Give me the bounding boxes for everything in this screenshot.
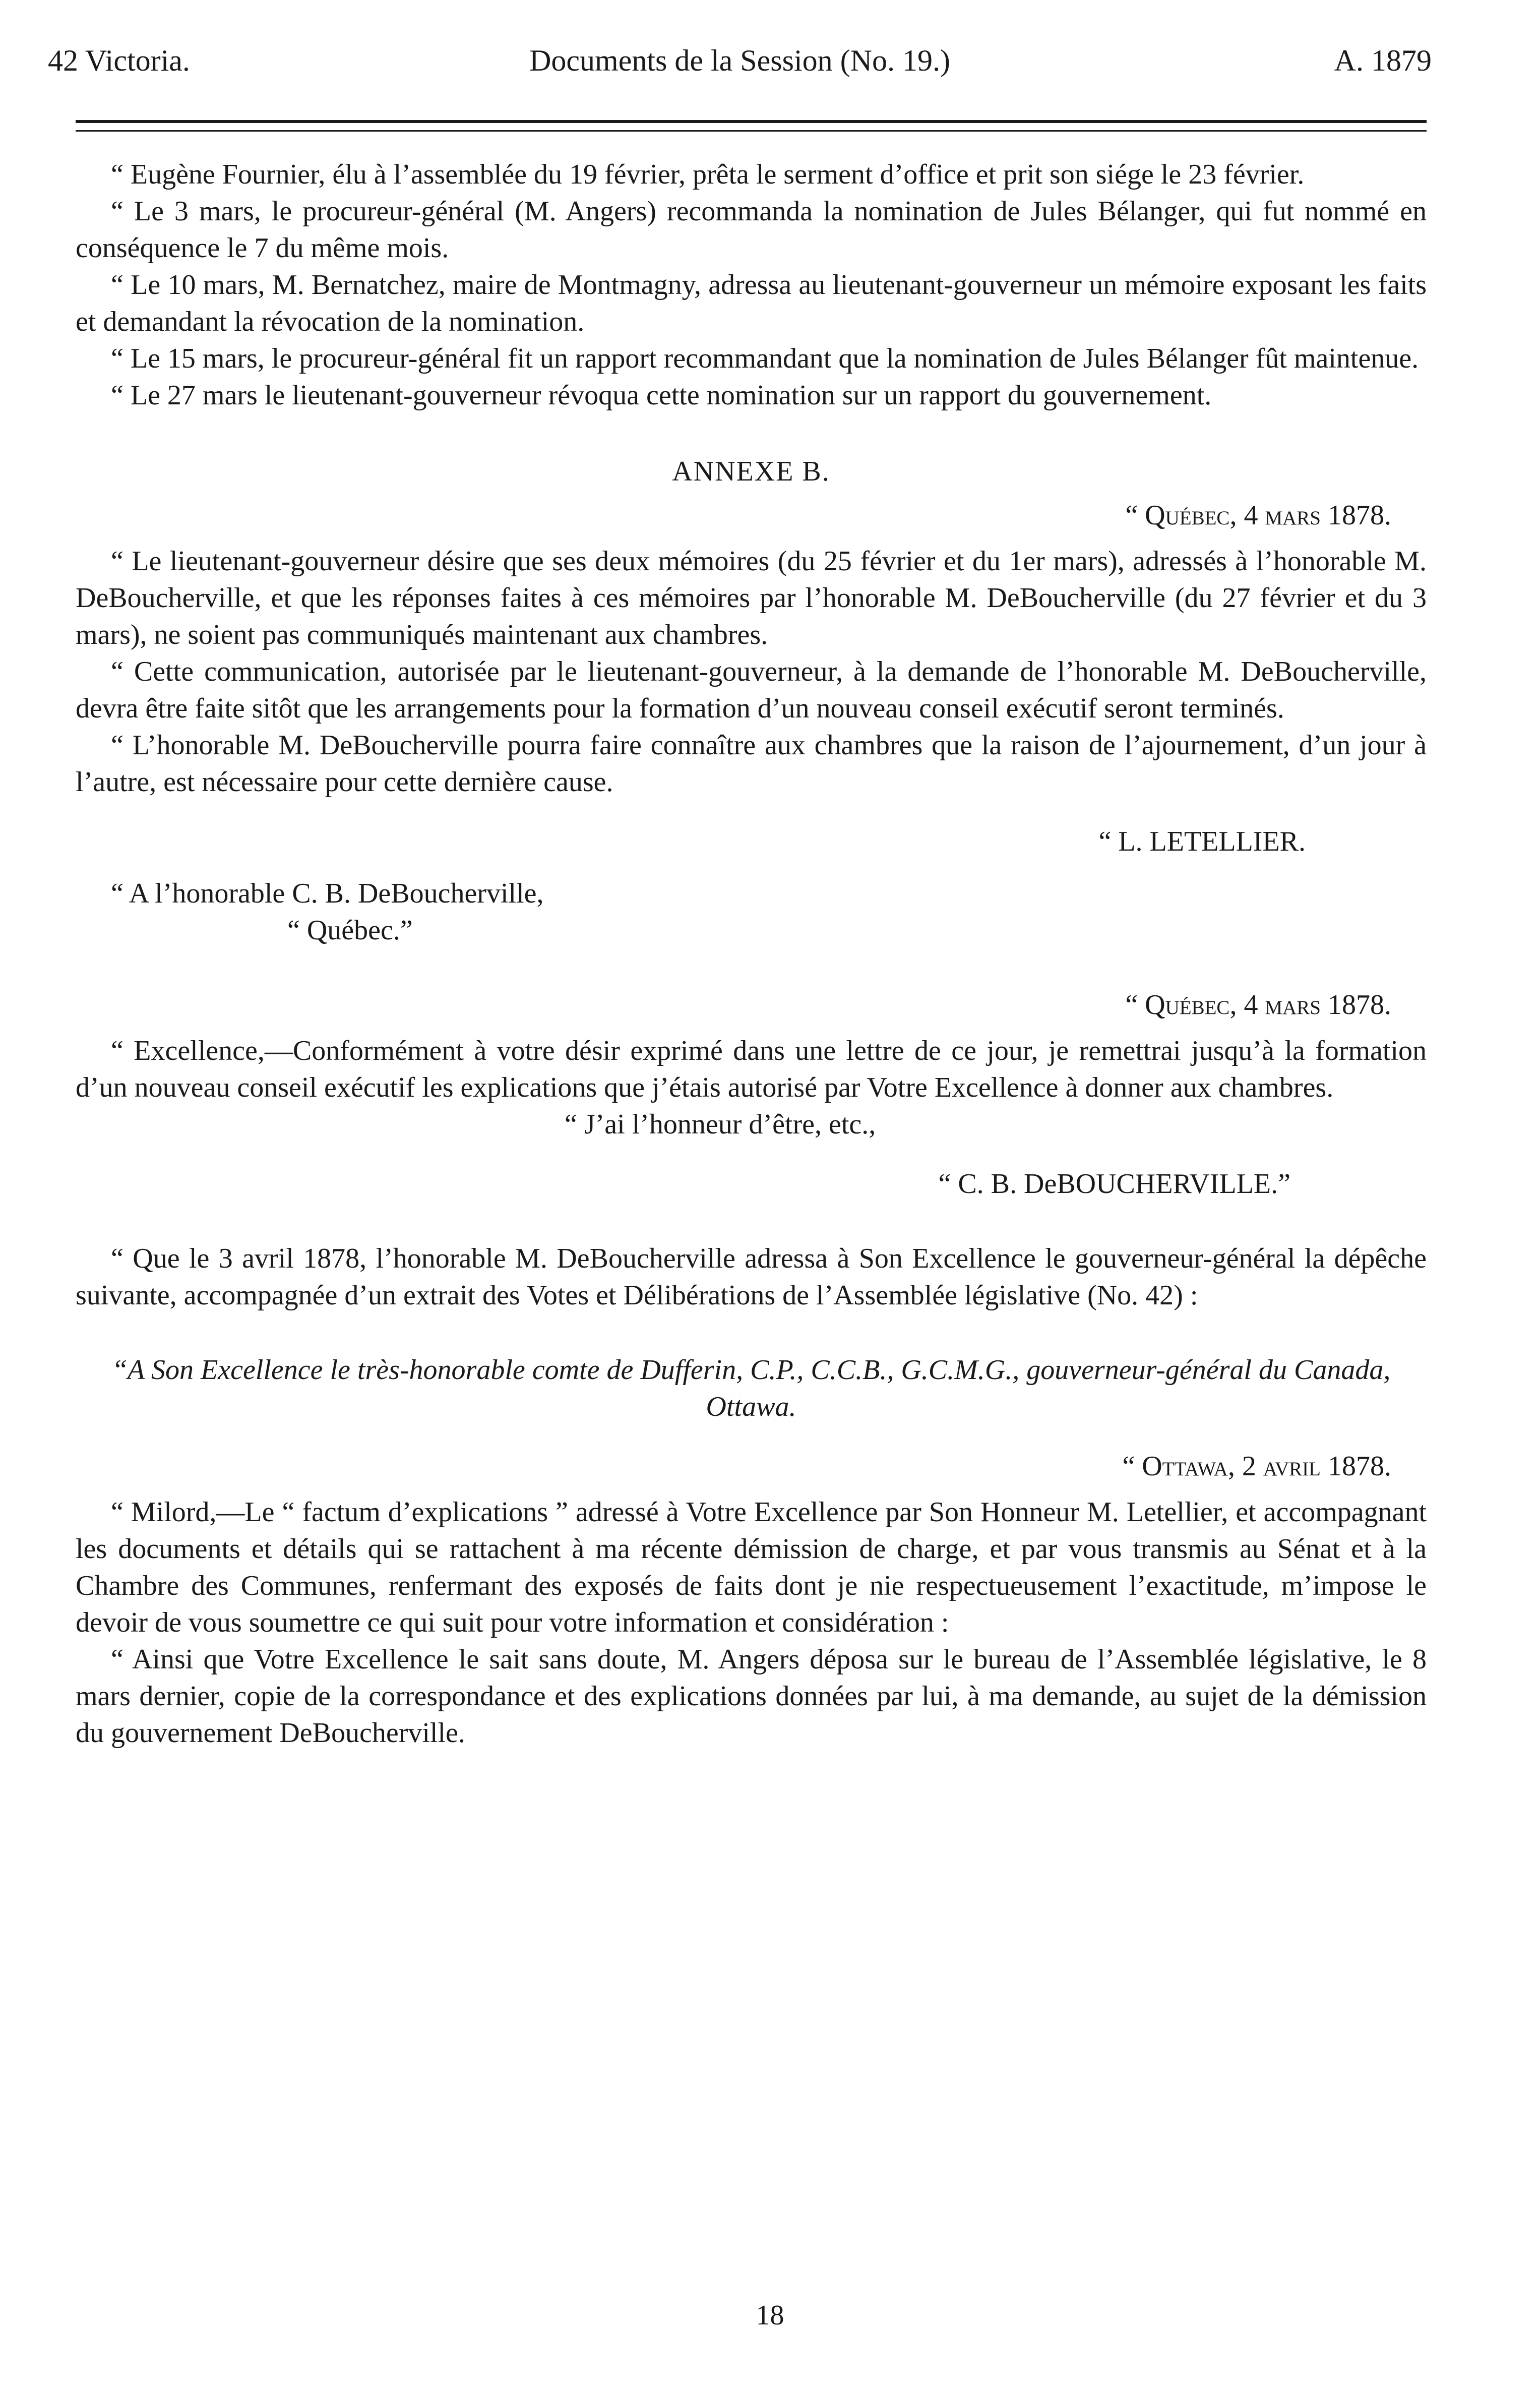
paragraph: “ Le 15 mars, le procureur-général fit un rapport recommandant que la nomination de Jules Bélanger fût maintenue. [111, 343, 1419, 374]
dateline: “ Québec, 4 mars 1878. [1125, 989, 1391, 1021]
paragraph: “ Le lieutenant-gouverneur désire que ses deux mémoires (du 25 février et du 1er mars), adressés à l’honorable M. DeBoucherville, et que les réponses faites à ces mémoires par l’honorable M. DeBoucherville (du 27 février et du 3 mars), ne soient pas communiqués maintenant aux chambres. [76, 546, 1427, 650]
paragraph: “ Le 10 mars, M. Bernatchez, maire de Montmagny, adressa au lieutenant-gouverneur un mémoire exposant les faits et demandant la révocation de la nomination. [76, 269, 1427, 337]
paragraph: “ Le 27 mars le lieutenant-gouverneur révoqua cette nomination sur un rapport du gouvernement. [111, 380, 1212, 411]
paragraph: “ Que le 3 avril 1878, l’honorable M. DeBoucherville adressa à Son Excellence le gouverneur-général la dépêche suivante, accompagnée d’un extrait des Votes et Délibérations de l’Assemblée législative (No. 42) : [76, 1243, 1427, 1311]
signature: “ L. LETELLIER. [1098, 826, 1306, 857]
paragraph: “ Cette communication, autorisée par le lieutenant-gouverneur, à la demande de l’honorable M. DeBoucherville, devra être faite sitôt que les arrangements pour la formation d’un nouveau conseil exécutif seront terminés. [76, 656, 1427, 724]
paragraph: “ L’honorable M. DeBoucherville pourra faire connaître aux chambres que la raison de l’ajournement, d’un jour à l’autre, est nécessaire pour cette dernière cause. [76, 730, 1427, 798]
dateline: “ Québec, 4 mars 1878. [1125, 500, 1391, 531]
addressee-block: “A Son Excellence le très-honorable comte de Dufferin, C.P., C.C.B., G.C.M.G., gouverneur-général du Canada, Ottawa. [111, 1354, 1391, 1422]
addressee-line: “ Québec.” [287, 915, 413, 946]
closing-line: “ J’ai l’honneur d’être, etc., [565, 1109, 876, 1140]
body-text [76, 156, 1427, 1752]
paragraph: “ Ainsi que Votre Excellence le sait sans doute, M. Angers déposa sur le bureau de l’Assemblée législative, le 8 mars dernier, copie de la correspondance et des explications données par lui, à ma demande, au sujet de la démission du gouvernement DeBoucherville. [76, 1644, 1427, 1749]
dateline: “ Ottawa, 2 avril 1878. [1122, 1451, 1391, 1482]
annex-heading: ANNEXE B. [672, 456, 830, 487]
paragraph: “ Eugène Fournier, élu à l’assemblée du 19 février, prêta le serment d’office et prit son siége le 23 février. [111, 159, 1305, 190]
paragraph: “ Excellence,—Conformément à votre désir exprimé dans une lettre de ce jour, je remettrai jusqu’à la formation d’un nouveau conseil exécutif les explications que j’étais autorisé par Votre Excellence à donner aux chambres. [76, 1035, 1427, 1103]
running-header [48, 30, 1432, 91]
header-rule-thin [76, 130, 1427, 132]
paragraph: “ Milord,—Le “ factum d’explications ” adressé à Votre Excellence par Son Honneur M. Letellier, et accompagnant les documents et détails qui se rattachent à ma récente démission de charge, et par vous transmis au Sénat et à la Chambre des Communes, renfermant des exposés de faits dont je nie respectueusement l’exactitude, m’impose le devoir de vous soumettre ce qui suit pour votre information et considération : [76, 1497, 1427, 1638]
paragraph: “ Le 3 mars, le procureur-général (M. Angers) recommanda la nomination de Jules Bélanger, qui fut nommé en conséquence le 7 du même mois. [76, 196, 1427, 264]
header-rule-thick [76, 120, 1427, 123]
header-right: A. 1879 [1334, 44, 1432, 77]
addressee-line: “ A l’honorable C. B. DeBoucherville, [111, 878, 544, 909]
header-title: Documents de la Session (No. 19.) [529, 44, 950, 77]
page-number: 18 [756, 2300, 784, 2331]
signature: “ C. B. DeBOUCHERVILLE.” [938, 1168, 1290, 1200]
header-left: 42 Victoria. [48, 44, 190, 77]
